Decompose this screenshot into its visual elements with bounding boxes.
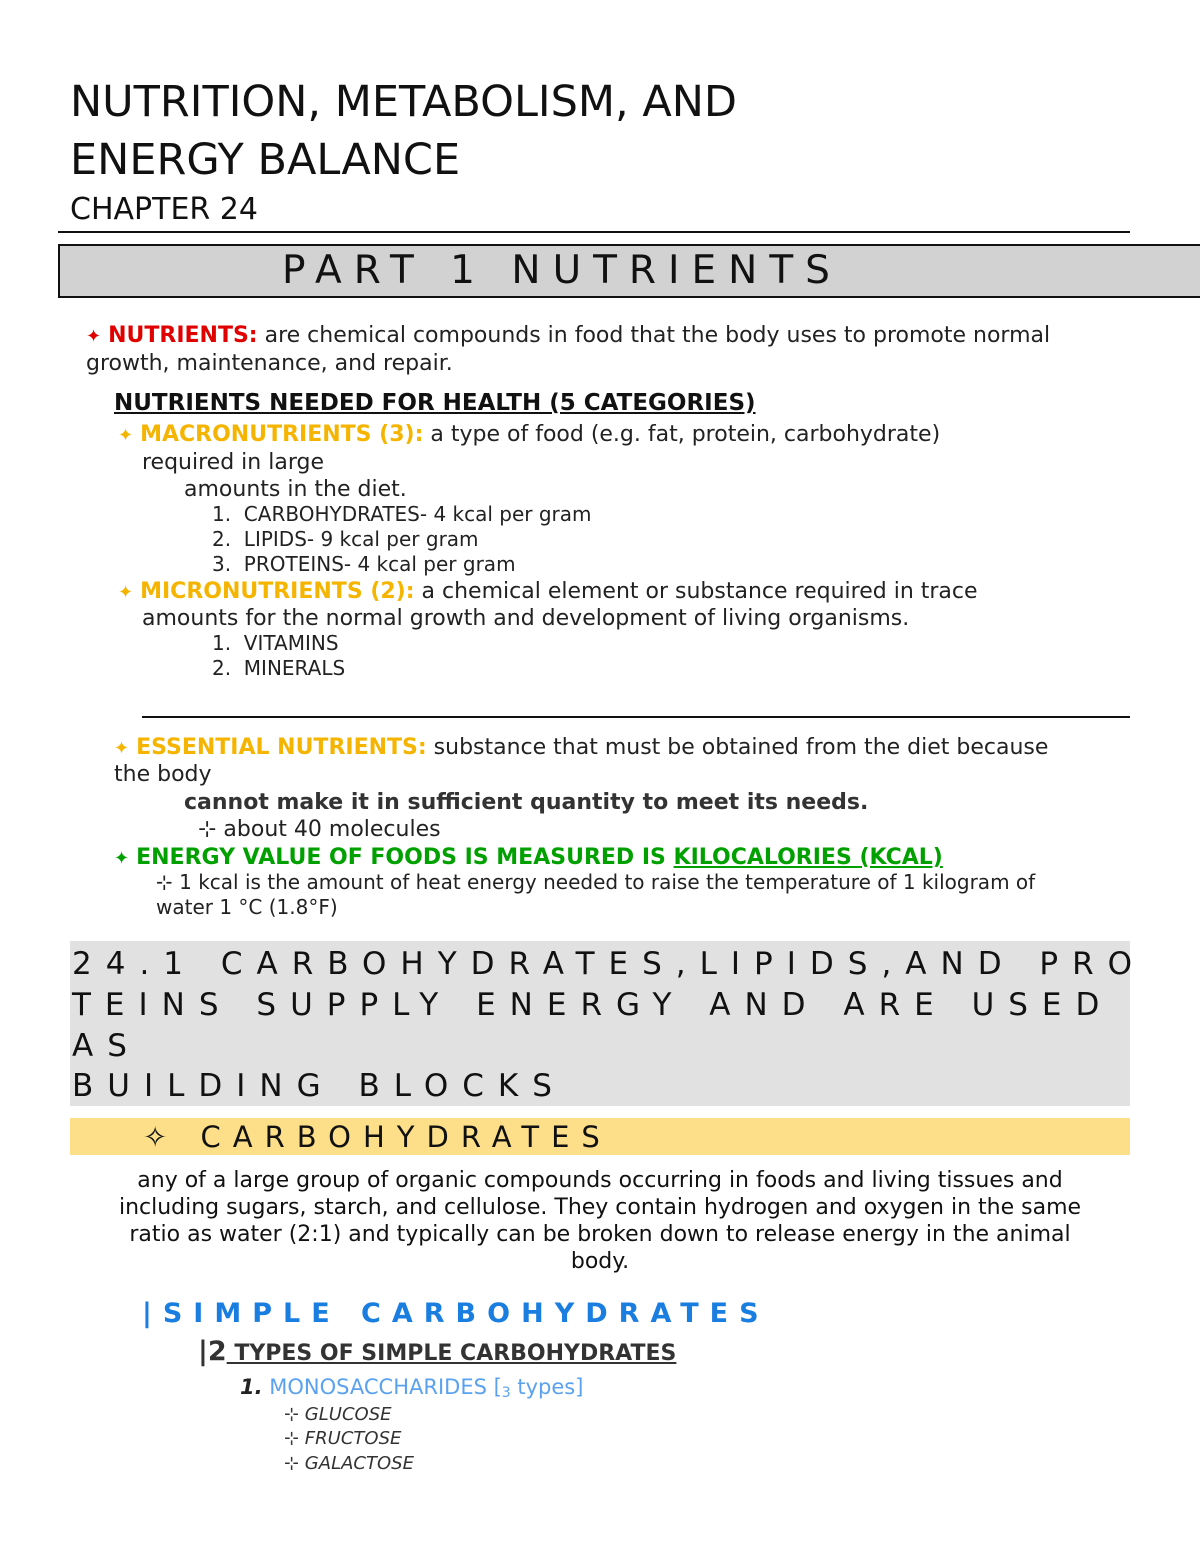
essential-def-line2: the body	[114, 762, 212, 787]
star-bullet-icon: ✦	[86, 326, 102, 347]
chapter-label: CHAPTER 24	[70, 192, 258, 227]
micro-def-line2: amounts for the normal growth and development of living organisms.	[142, 606, 910, 631]
macro-def-line2: required in large	[142, 450, 324, 475]
kilocalories-link: KILOCALORIES (KCAL)	[673, 845, 943, 870]
micro-item-2: 2. MINERALS	[212, 656, 346, 680]
star-bullet-icon: ✦	[118, 582, 134, 603]
star-bullet-icon: ✦	[114, 738, 130, 759]
nutrients-term: NUTRIENTS:	[108, 323, 258, 348]
section-heading-line3: AS	[72, 1028, 141, 1064]
essential-nutrients-definition	[114, 734, 1130, 762]
energy-text: ENERGY VALUE OF FOODS IS MEASURED IS	[136, 845, 674, 870]
macro-item-1: 1. CARBOHYDRATES- 4 kcal per gram	[212, 502, 592, 526]
essential-sub: ⊹ about 40 molecules	[198, 817, 441, 842]
section-heading-line1: 24.1 CARBOHYDRATES,LIPIDS,AND PRO	[72, 946, 1147, 982]
star-bullet-icon: ✦	[114, 848, 130, 869]
carbohydrates-heading: ✧ CARBOHYDRATES	[143, 1120, 612, 1154]
types-heading	[198, 1336, 676, 1367]
section-heading-line4: BUILDING BLOCKS	[72, 1068, 566, 1104]
essential-def-line3: cannot make it in sufficient quantity to meet its needs.	[184, 790, 869, 815]
macro-item-2: 2. LIPIDS- 9 kcal per gram	[212, 527, 479, 551]
list-number: 1.	[240, 1375, 263, 1399]
essential-def: substance that must be obtained from the diet because	[426, 735, 1049, 760]
energy-sub-line1: ⊹ 1 kcal is the amount of heat energy needed to raise the temperature of 1 kilogram of	[156, 870, 1036, 894]
section-heading-line2: TEINS SUPPLY ENERGY AND ARE USED	[72, 987, 1114, 1023]
simple-carbohydrates-heading: |SIMPLE CARBOHYDRATES	[142, 1298, 770, 1329]
star-bullet-icon: ✦	[118, 425, 134, 446]
types-heading-text: TYPES OF SIMPLE CARBOHYDRATES	[226, 1341, 677, 1366]
energy-sub-line2: water 1 °C (1.8°F)	[156, 895, 338, 919]
paragraph-line: body.	[570, 1249, 630, 1274]
part-banner: PART 1 NUTRIENTS	[58, 244, 1200, 298]
horizontal-rule	[142, 716, 1130, 718]
types-prefix: |2	[198, 1336, 227, 1367]
horizontal-rule	[58, 231, 1130, 233]
essential-term: ESSENTIAL NUTRIENTS:	[136, 735, 427, 760]
nutrients-def: are chemical compounds in food that the body uses to promote normal	[257, 323, 1051, 348]
energy-value-line	[114, 844, 1130, 872]
macronutrients-definition	[118, 421, 1128, 449]
paragraph-line: ratio as water (2:1) and typically can be broken down to release energy in the animal	[129, 1222, 1071, 1247]
micronutrients-definition	[118, 578, 1128, 606]
fructose-item: ⊹ FRUCTOSE	[284, 1428, 402, 1449]
micro-def: a chemical element or substance required in trace	[414, 579, 978, 604]
document-title-line2: ENERGY BALANCE	[70, 135, 461, 185]
monosaccharides-item	[240, 1375, 583, 1401]
carbohydrates-paragraph	[70, 1167, 1130, 1275]
nutrients-def-cont: growth, maintenance, and repair.	[86, 351, 453, 376]
categories-heading: NUTRIENTS NEEDED FOR HEALTH (5 CATEGORIES)	[114, 390, 756, 416]
galactose-item: ⊹ GALACTOSE	[284, 1453, 414, 1474]
nutrients-definition	[86, 322, 1136, 377]
monosaccharides-label-end: types]	[510, 1375, 584, 1399]
micro-item-1: 1. VITAMINS	[212, 631, 339, 655]
macro-item-3: 3. PROTEINS- 4 kcal per gram	[212, 552, 516, 576]
glucose-item: ⊹ GLUCOSE	[284, 1404, 392, 1425]
paragraph-line: including sugars, starch, and cellulose. They contain hydrogen and oxygen in the same	[118, 1195, 1082, 1220]
macro-def: a type of food (e.g. fat, protein, carbohydrate)	[423, 422, 941, 447]
paragraph-line: any of a large group of organic compounds occurring in foods and living tissues and	[137, 1168, 1063, 1193]
macro-term: MACRONUTRIENTS (3):	[140, 422, 424, 447]
monosaccharides-label: MONOSACCHARIDES [	[269, 1375, 502, 1399]
macro-def-line3: amounts in the diet.	[184, 477, 407, 502]
document-title-line1: NUTRITION, METABOLISM, AND	[70, 77, 738, 127]
monosaccharides-count: 3	[501, 1385, 511, 1401]
micro-term: MICRONUTRIENTS (2):	[140, 579, 415, 604]
